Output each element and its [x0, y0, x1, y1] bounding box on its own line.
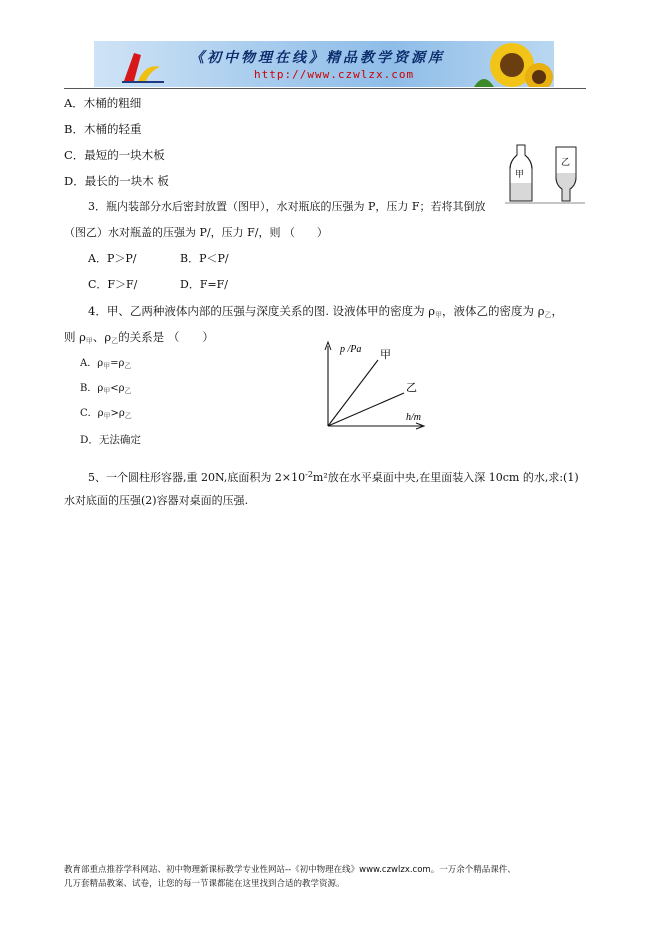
q4-option-a: A．$\rho_甲=\rho_乙$	[80, 358, 132, 370]
q3-option-b: B．P＜P/	[180, 252, 229, 265]
q3-stem-line1: 3．瓶内装部分水后密封放置（图甲），水对瓶底的压强为 P，压力 F；若将其倒放	[88, 200, 486, 213]
header-divider	[64, 88, 586, 89]
q4-line1-end: ，	[551, 304, 563, 318]
pressure-depth-graph	[318, 340, 433, 430]
banner-title: 《初中物理在线》精品教学资源库	[190, 50, 445, 66]
q4-option-c: C．$\rho_甲>\rho_乙$	[80, 408, 132, 420]
bottle-label-a: 甲	[515, 170, 525, 180]
q3-option-c: C．F＞F/	[88, 278, 138, 291]
q5-exponent: -2	[305, 470, 313, 479]
logo-icon	[122, 53, 164, 82]
q4-line2-sub-b: 乙	[111, 337, 119, 345]
graph-line-jia-label: 甲	[380, 348, 391, 361]
q3-stem-line2: （图乙）水对瓶盖的压强为 P/，压力 F/，则 （ ）	[64, 226, 328, 239]
footer-line1: 教育部重点推荐学科网站、初中物理新课标教学专业性网站--《初中物理在线》www.czwlzx.com。一万余个精品课件、	[64, 865, 516, 875]
q4-stem-line2	[64, 330, 214, 348]
footer	[64, 863, 516, 891]
q4-line1-a: 4．甲、乙两种液体内部的压强与深度关系的图. 设液体甲的密度为 ρ	[88, 304, 436, 318]
q4-stem-line1	[88, 304, 563, 322]
graph-line-yi	[328, 393, 404, 426]
q4-line2-mid: 、ρ	[92, 330, 112, 344]
q4-line2-a: 则 ρ	[64, 330, 86, 344]
q4-line1-mid: ，液体乙的密度为 ρ	[442, 304, 545, 318]
q2-option-c: C．最短的一块木板	[64, 148, 165, 162]
q4-line2-end: 的关系是 （ ）	[118, 330, 214, 344]
q5-stem-line2: 水对底面的压强(2)容器对桌面的压强.	[64, 494, 249, 507]
graph-x-label: h/m	[406, 412, 421, 423]
q2-option-d: D．最长的一块木 板	[64, 174, 169, 188]
sunflower-icon	[474, 43, 553, 87]
header-banner	[94, 41, 554, 87]
q5-line1-a: 5、一个圆柱形容器,重 20N,底面积为 2×10	[88, 471, 306, 484]
q5-stem-line1	[88, 468, 579, 485]
banner-url[interactable]: http://www.czwlzx.com	[254, 68, 415, 81]
q4-line1-sub-a: 甲	[435, 311, 443, 319]
graph-y-label: p /Pa	[340, 344, 362, 355]
q4-option-b: B．$\rho_甲<\rho_乙$	[80, 383, 132, 395]
bottle-figure	[505, 143, 585, 205]
q5-line1-b: m²放在水平桌面中央,在里面装入深 10cm 的水,求:(1)	[312, 471, 579, 484]
bottle-inverted-icon	[556, 147, 576, 201]
q3-option-a: A．P＞P/	[88, 252, 137, 265]
q2-option-a: A．木桶的粗细	[64, 96, 142, 110]
graph-line-jia	[328, 360, 378, 426]
q3-option-d: D．F=F/	[180, 278, 229, 291]
q4-line2-sub-a: 甲	[85, 337, 93, 345]
footer-line2: 几万套精品教案、试卷，让您的每一节课都能在这里找到合适的教学资源。	[64, 879, 345, 889]
q4-option-d: D．无法确定	[80, 434, 141, 446]
graph-line-yi-label: 乙	[406, 381, 417, 394]
bottle-label-b: 乙	[561, 158, 571, 168]
q4-line1-sub-b: 乙	[544, 311, 552, 319]
q2-option-b: B．木桶的轻重	[64, 122, 142, 136]
